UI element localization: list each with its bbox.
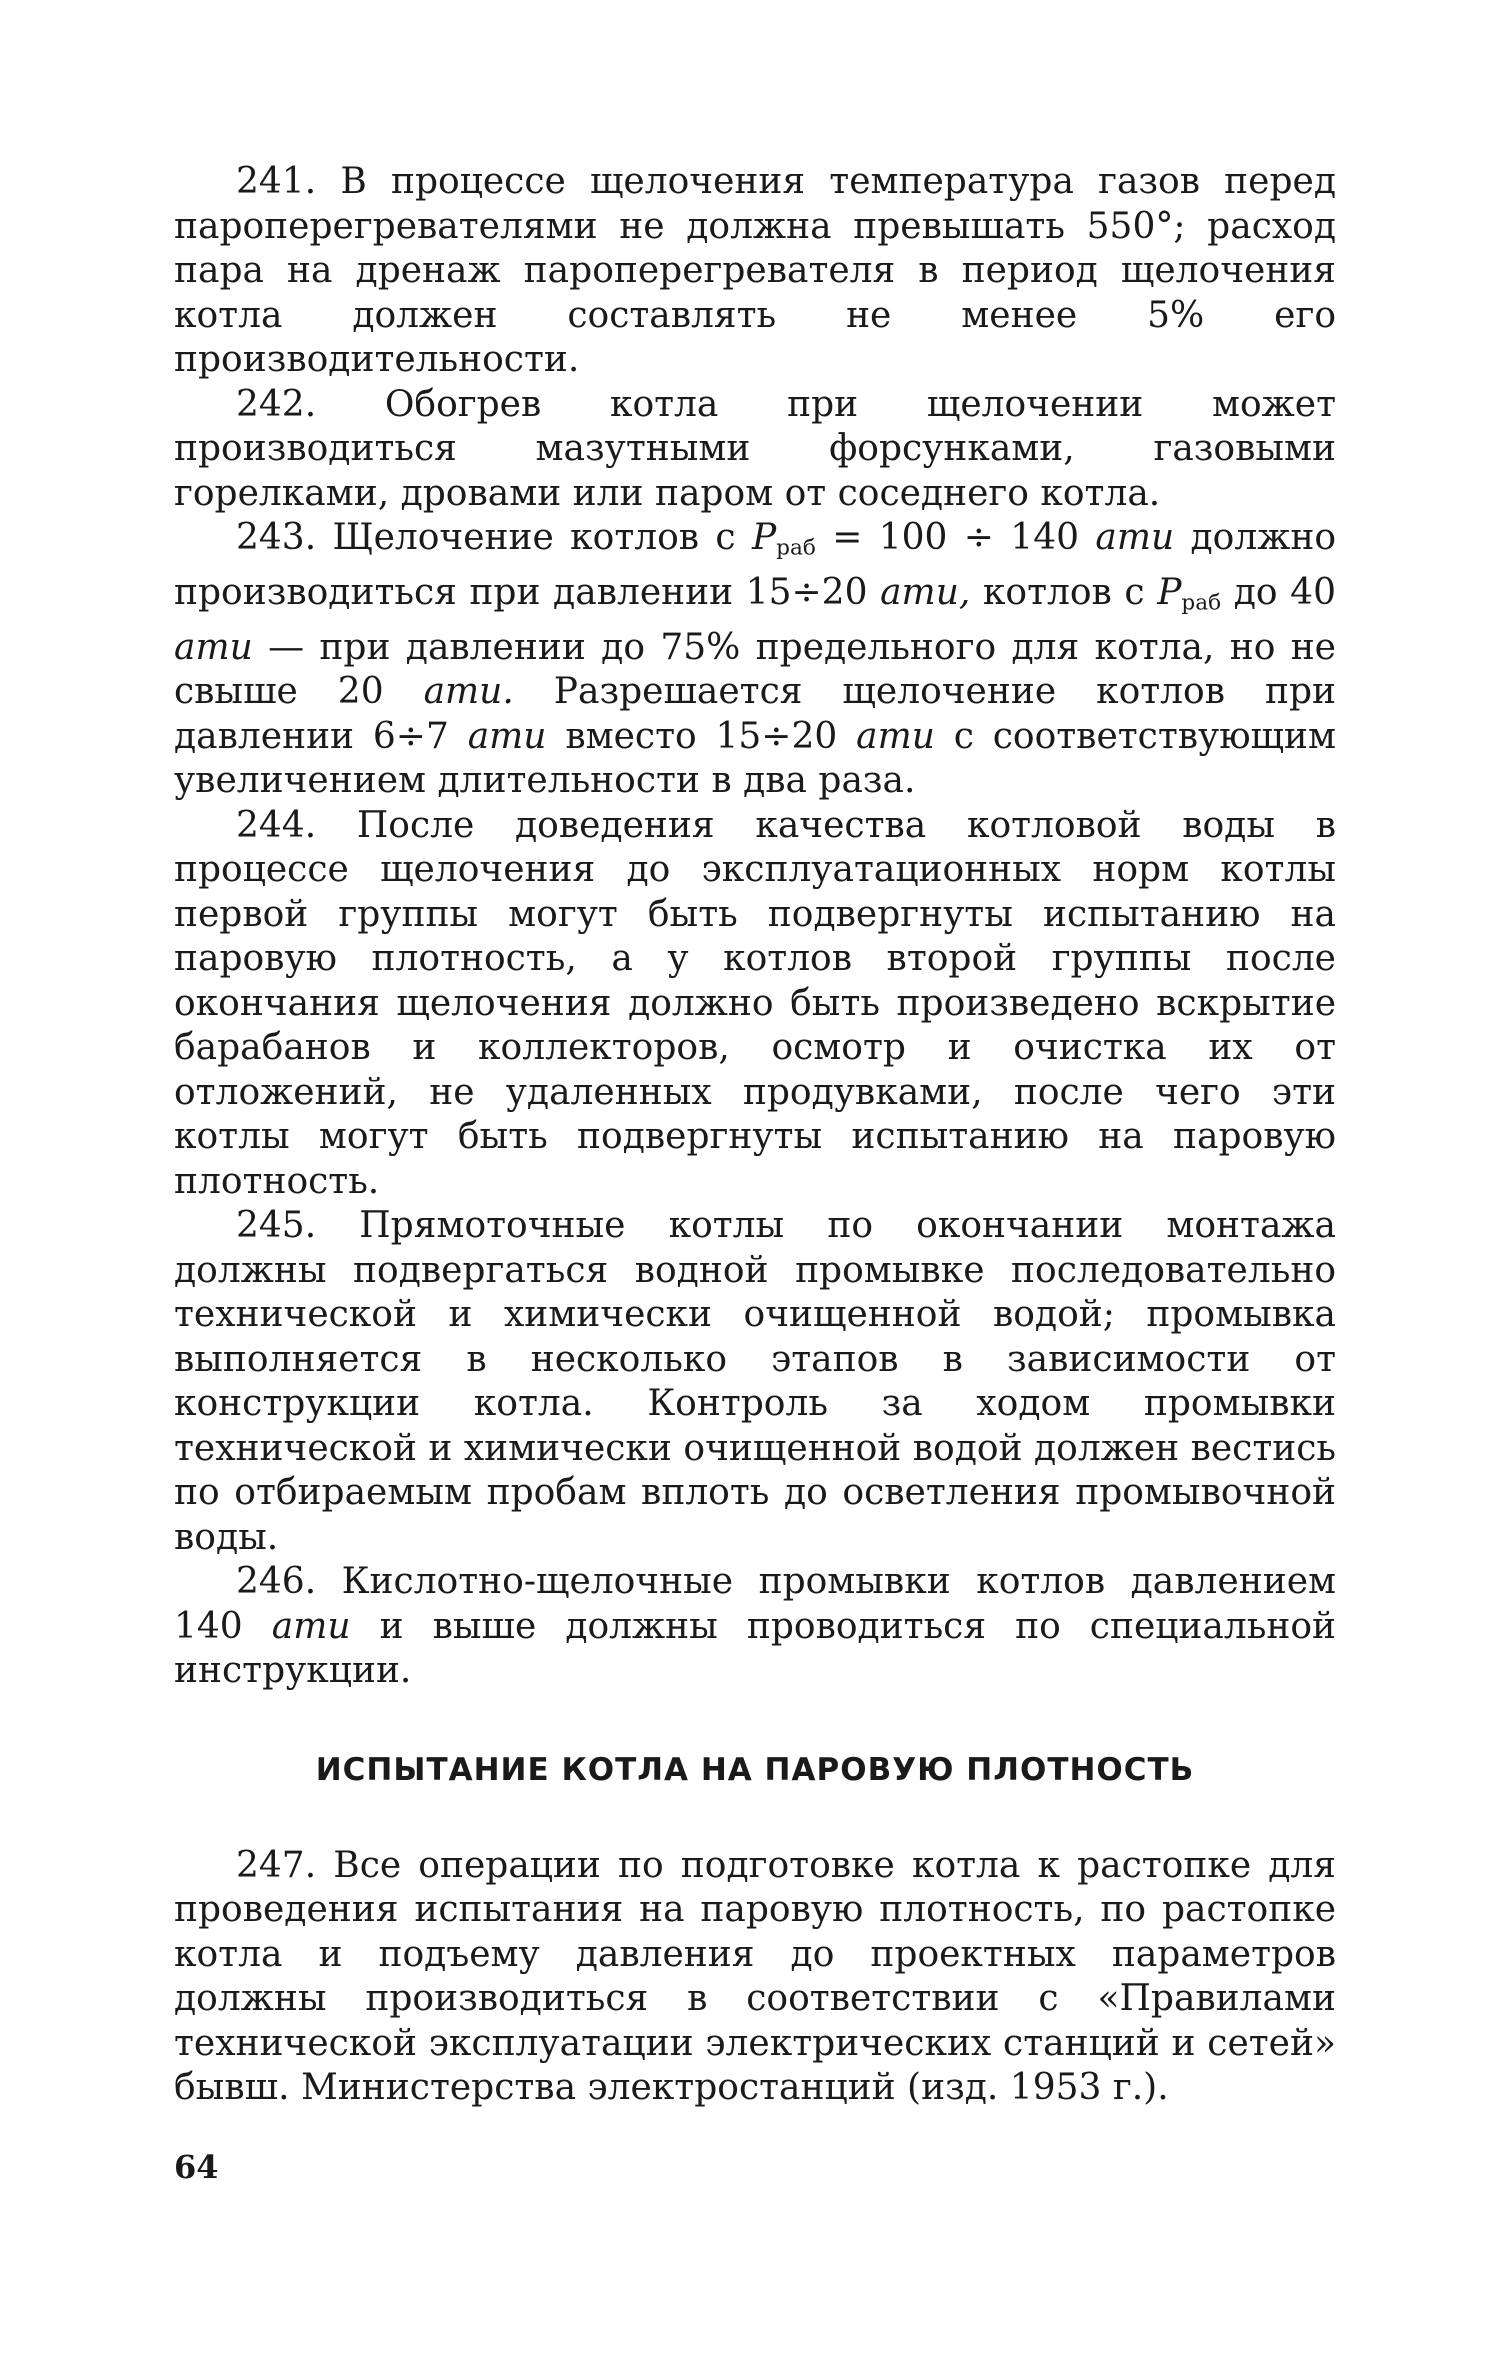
text-run: 247. Все операции по подготовке котла к растопке для проведения испытания на паровую плотность, по растопке котла и подъему давления до проектных параметров должны производиться в соответствии с «Правилами технической эксплуатации электрических станций и сетей» бывш. Министерства электростанций (изд. 1953 г.). xyxy=(174,1844,1336,2109)
italic-unit: ати xyxy=(174,626,253,668)
text-run: с соответствующим увеличением длительности в два раза. xyxy=(174,715,1337,802)
subscript: раб xyxy=(776,535,816,561)
text-run: до 40 xyxy=(1221,571,1336,613)
paragraph-p242 xyxy=(174,383,1336,517)
text-run: 241. В процессе щелочения температура газов перед пароперегревателями не должна превышать 550°; расход пара на дренаж пароперегревателя в период щелочения котла должен составлять не менее 5% его производительности. xyxy=(174,161,1336,380)
paragraph-p245 xyxy=(174,1204,1336,1560)
italic-unit: ати xyxy=(271,1605,351,1647)
text-run: Разрешается щелочение котлов при давлении 6÷7 xyxy=(174,671,1336,757)
text-run: 245. Прямоточные котлы по окончании монтажа должны подвергаться водной промывке последовательно технической и химически очищенной водой; промывка выполняется в несколько этапов в зависимости от конструкции котла. Контроль за ходом промывки технической и химически очищенной водой должен вестись по отбираемым пробам вплоть до осветления промывочной воды. xyxy=(174,1205,1336,1558)
text-run: 243. Щелочение котлов с xyxy=(236,517,752,558)
paragraph-p241 xyxy=(174,160,1336,383)
text-run: 242. Обогрев котла при щелочении может производиться мазутными форсунками, газовыми горелками, дровами или паром от соседнего котла. xyxy=(174,383,1336,514)
section-after-heading xyxy=(174,1844,1336,2111)
text-run: должно производиться при давлении 15÷20 xyxy=(174,517,1336,613)
italic-unit: ати xyxy=(1095,517,1175,558)
text-run: 244. После доведения качества котловой воды в процессе щелочения до эксплуатационных норм котлы первой группы могут быть подвергнуты испытанию на паровую плотность, а у котлов второй группы после окончания щелочения должно быть произведено вскрытие барабанов и коллекторов, осмотр и очистка их от отложений, не удаленных продувками, после чего эти котлы могут быть подвергнуты испытанию на паровую плотность. xyxy=(174,804,1336,1202)
text-run: и выше должны проводиться по специальной инструкции. xyxy=(174,1605,1336,1692)
paragraph-p244 xyxy=(174,804,1336,1205)
section-heading: ИСПЫТАНИЕ КОТЛА НА ПАРОВУЮ ПЛОТНОСТЬ xyxy=(315,1751,1195,1788)
page-number: 64 xyxy=(174,2148,219,2186)
text-run: = 100 ÷ 140 xyxy=(815,517,1096,558)
italic-unit: ати xyxy=(467,715,547,757)
section-before-heading xyxy=(174,160,1336,1694)
italic-unit: P xyxy=(1157,571,1182,613)
text-run: вместо 15÷20 xyxy=(546,715,857,757)
paragraph-p246 xyxy=(174,1560,1336,1694)
text-run: — при давлении до 75% предельного для котла, но не свыше 20 xyxy=(174,626,1336,713)
subscript: раб xyxy=(1181,590,1222,616)
italic-unit: P xyxy=(751,517,777,558)
paragraph-p243 xyxy=(174,516,1336,804)
italic-unit: ати xyxy=(856,715,935,757)
paragraph-p247 xyxy=(174,1844,1336,2111)
page-body xyxy=(174,160,1336,2111)
text-run: 246. Кислотно-щелочные промывки котлов давлением 140 xyxy=(174,1561,1336,1647)
text-run: котлов с xyxy=(970,571,1158,613)
italic-unit: ати. xyxy=(423,671,514,713)
italic-unit: ати, xyxy=(880,571,971,613)
